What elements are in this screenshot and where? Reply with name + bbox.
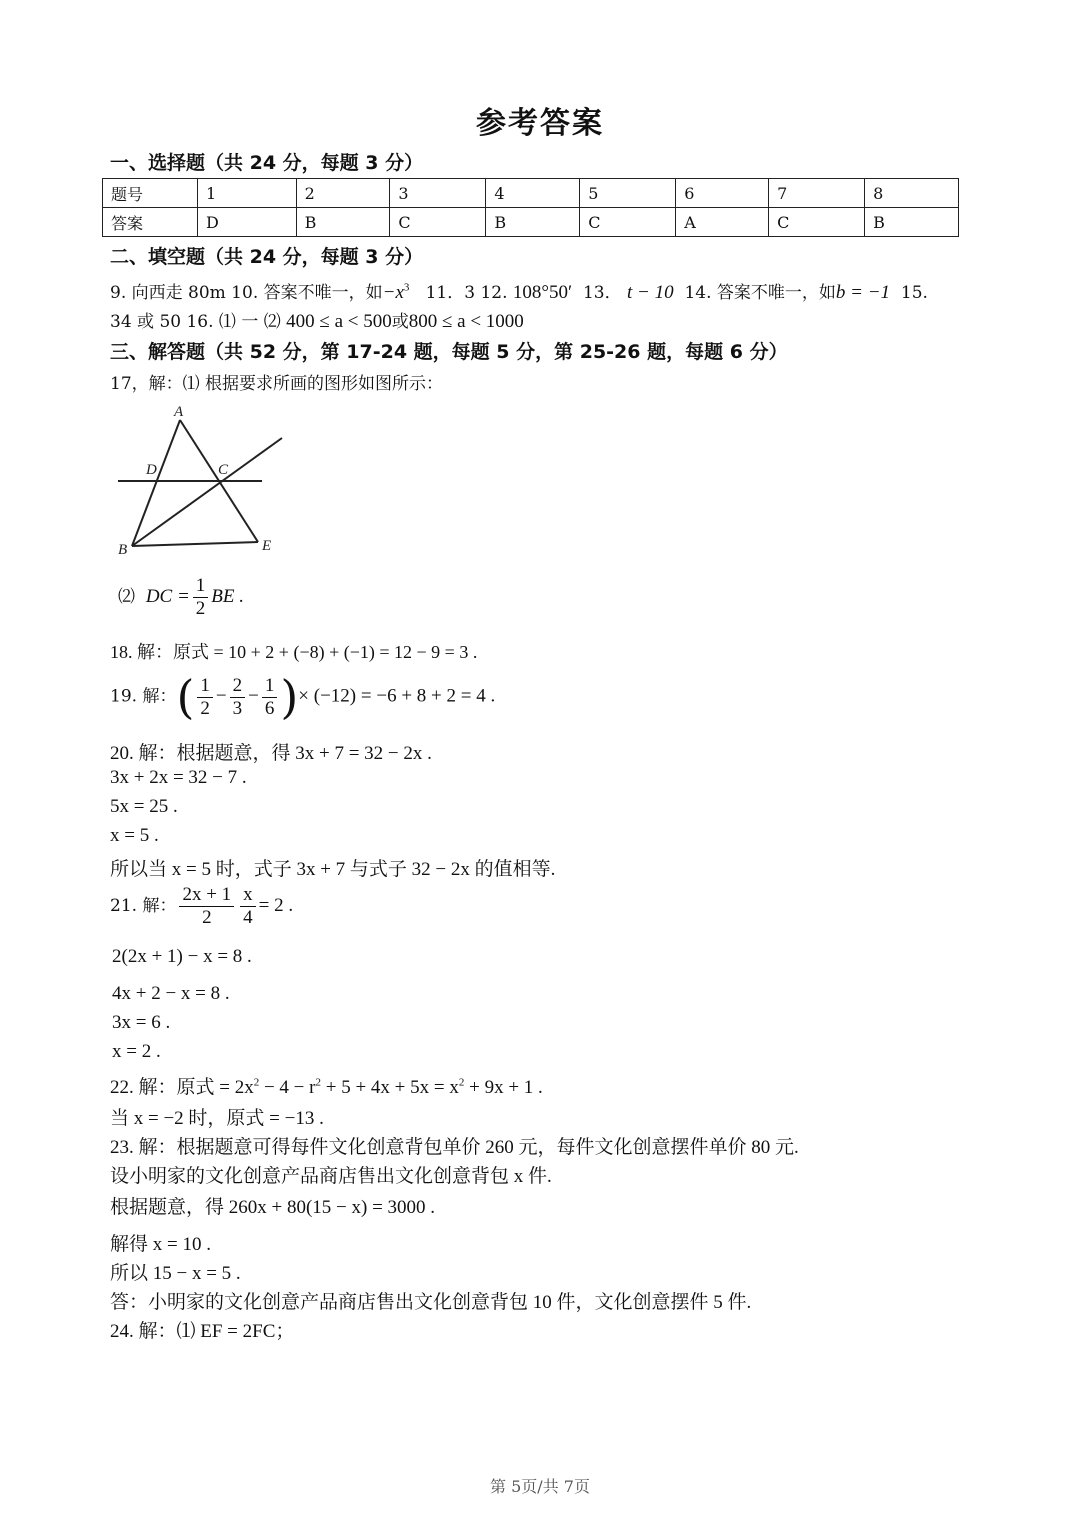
page-footer: 第 5页/共 7页 (490, 1477, 590, 1496)
table-cell: B (486, 208, 580, 237)
table-cell: B (865, 208, 959, 237)
label-d: D (146, 462, 157, 478)
label-a: A (174, 404, 184, 420)
fill-line-2: 34 或 50 16. ⑴ 一 ⑵ 400 ≤ a < 500或800 ≤ a < 1000 (110, 311, 524, 332)
q22-line-2: 当 x = −2 时，原式 = −13 . (110, 1108, 324, 1129)
table-cell: 3 (390, 179, 486, 208)
q23-line-1: 23. 解：根据题意可得每件文化创意背包单价 260 元，每件文化创意摆件单价 80 元. (110, 1137, 799, 1158)
line-be (132, 542, 258, 546)
table-cell: C (769, 208, 865, 237)
q17-figure (110, 400, 300, 560)
fill-line-1: 9. 向西走 80m 10. 答案不唯一，如$-x^3$ 11．3 12. 108°50′ 13． t − 10 14. 答案不唯一，如b = −1 15. (110, 281, 928, 303)
section2-heading: 二、填空题（共 24 分，每题 3 分） (110, 246, 424, 268)
q23-line-6: 答：小明家的文化创意产品商店售出文化创意背包 10 件，文化创意摆件 5 件. (110, 1292, 752, 1313)
table-cell: B (296, 208, 390, 237)
q21-line-5: x = 2 . (112, 1041, 161, 1062)
q20-line-1: 20. 解：根据题意，得 3x + 7 = 32 − 2x . (110, 743, 432, 764)
q18: 18. 解：原式 = 10 + 2 + (−8) + (−1) = 12 − 9 = 3 . (110, 642, 478, 662)
q20-line-3: 5x = 25 . (110, 796, 178, 817)
table-cell: C (580, 208, 676, 237)
q17-line-1: 17，解：⑴ 根据要求所画的图形如图所示： (110, 374, 444, 394)
table-row-numbers (103, 179, 959, 208)
q19: 19. 解：( $\frac{1}{2}$ − $\frac{2}{3}$ − $\frac{1}{6}$ )× (−12) = −6 + 8 + 2 = 4 . (110, 670, 496, 724)
q20-line-2: 3x + 2x = 32 − 7 . (110, 767, 247, 788)
line-bc-extended (132, 438, 282, 546)
q23-line-4: 解得 x = 10 . (110, 1234, 211, 1255)
q23-line-3: 根据题意，得 260x + 80(15 − x) = 3000 . (110, 1197, 436, 1218)
table-cell: D (198, 208, 297, 237)
q23-line-2: 设小明家的文化创意产品商店售出文化创意背包 x 件. (110, 1166, 552, 1187)
q20-line-4: x = 5 . (110, 825, 159, 846)
table-row-answers (103, 208, 959, 237)
table-cell: A (676, 208, 769, 237)
q21-line-3: 4x + 2 − x = 8 . (112, 983, 230, 1004)
table-cell: 2 (296, 179, 390, 208)
q21-line-4: 3x = 6 . (112, 1012, 171, 1033)
page-title: 参考答案 (476, 106, 604, 141)
q24-line-1: 24. 解：⑴ EF = 2FC； (110, 1321, 295, 1342)
table-cell: 5 (580, 179, 676, 208)
q21-line-2: 2(2x + 1) − x = 8 . (112, 946, 252, 967)
table-cell-label: 题号 (103, 179, 198, 208)
q21: 21. 解： $\frac{2x + 1}{2}$ $\frac{x}{4}$ = 2 . (110, 884, 294, 928)
table-cell: 7 (769, 179, 865, 208)
table-cell: 1 (198, 179, 297, 208)
label-e: E (262, 538, 272, 554)
answer-table (102, 178, 959, 237)
q17-part2: ⑵ DC = $\frac{1}{2}$ BE . (118, 575, 244, 619)
section3-heading: 三、解答题（共 52 分，第 17-24 题，每题 5 分，第 25-26 题，每题 6 分） (110, 341, 788, 363)
section1-heading: 一、选择题（共 24 分，每题 3 分） (110, 152, 424, 174)
table-cell: 8 (865, 179, 959, 208)
q23-line-5: 所以 15 − x = 5 . (110, 1263, 241, 1284)
q20-line-5: 所以当 x = 5 时，式子 3x + 7 与式子 32 − 2x 的值相等. (110, 859, 556, 880)
label-b: B (118, 542, 128, 558)
table-cell: 6 (676, 179, 769, 208)
table-cell: 4 (486, 179, 580, 208)
table-cell-label: 答案 (103, 208, 198, 237)
q22-line-1: 22. 解：原式 = $2x^2 - 4 - r^2 + 5 + 4x + 5x = x^2 + 9x + 1$ . (110, 1076, 543, 1098)
line-ab (132, 420, 180, 546)
table-cell: C (390, 208, 486, 237)
label-c: C (218, 462, 229, 478)
